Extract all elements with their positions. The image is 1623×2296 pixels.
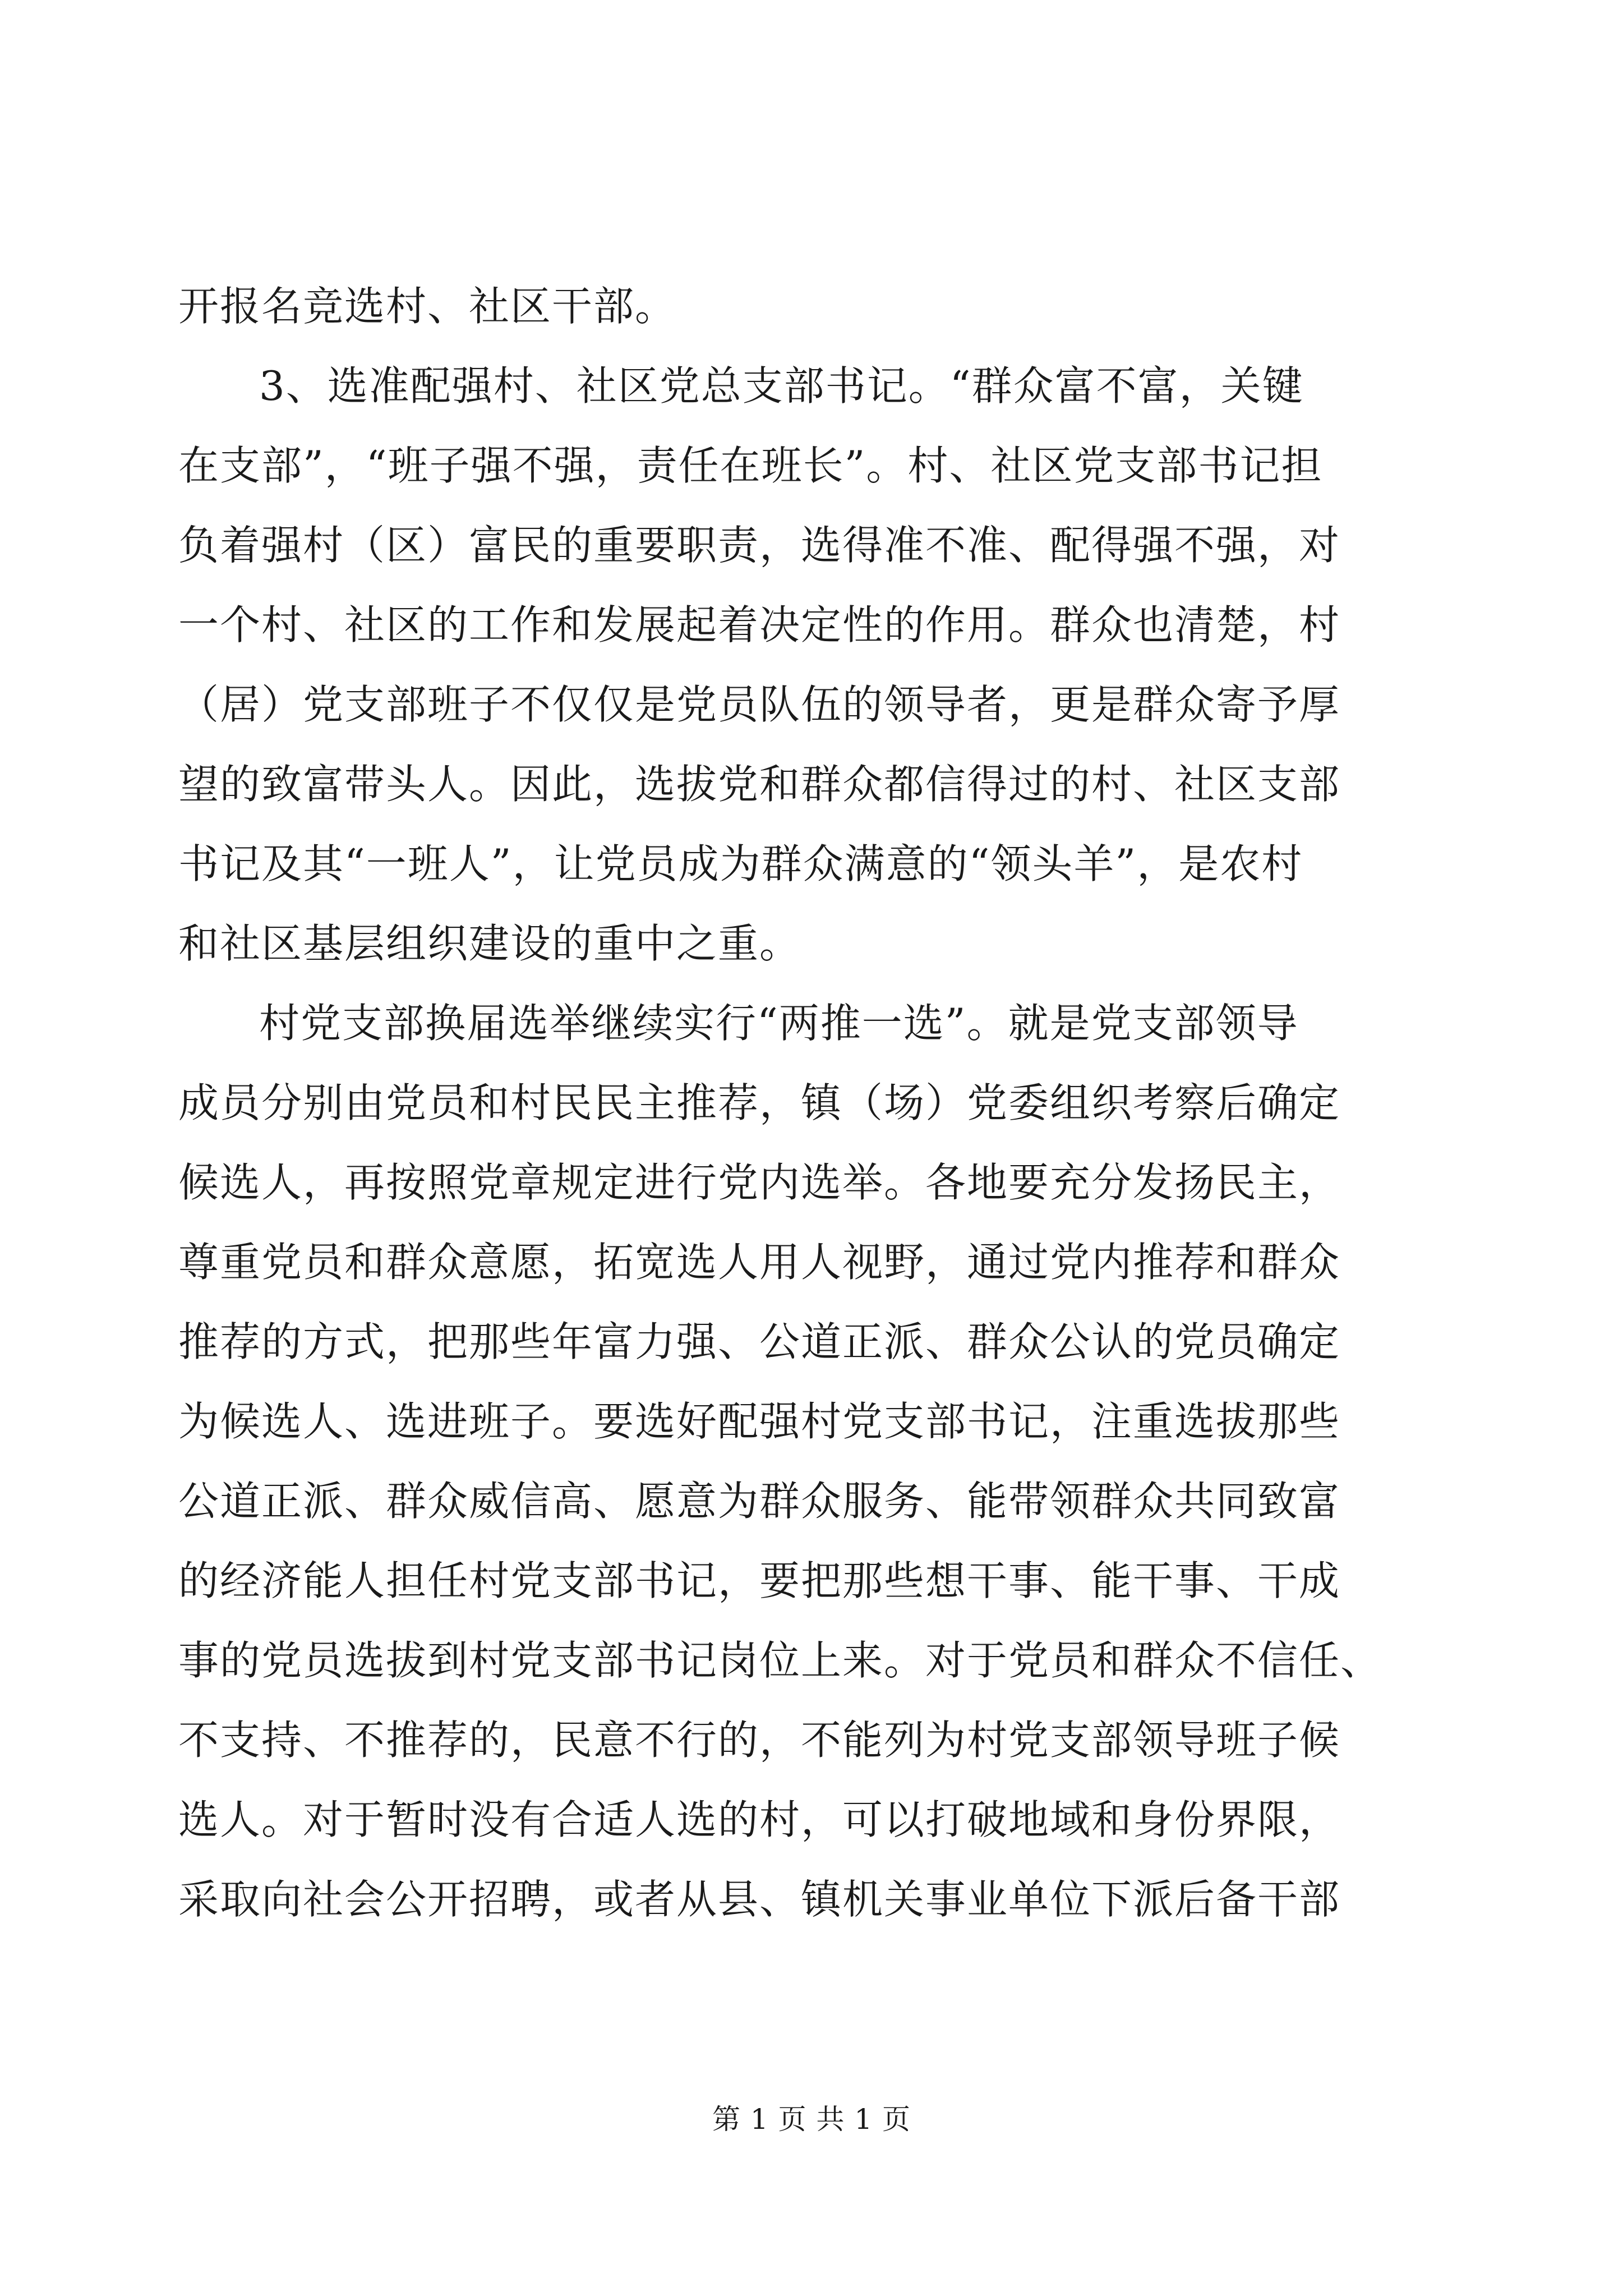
text-line: 尊重党员和群众意愿，拓宽选人用人视野，通过党内推荐和群众 [178, 1239, 1341, 1286]
text-line: 一个村、社区的工作和发展起着决定性的作用。群众也清楚，村 [178, 601, 1341, 648]
text-line: 推荐的方式，把那些年富力强、公道正派、群众公认的党员确定 [178, 1318, 1341, 1365]
text-line: 和社区基层组织建设的重中之重。 [178, 920, 801, 967]
text-line: 书记及其“一班人”，让党员成为群众满意的“领头羊”，是农村 [178, 840, 1303, 887]
text-line: 为候选人、选进班子。要选好配强村党支部书记，注重选拔那些 [178, 1398, 1341, 1445]
text-line: 公道正派、群众威信高、愿意为群众服务、能带领群众共同致富 [178, 1478, 1341, 1525]
page-footer [0, 2102, 1623, 2136]
text-line: 负着强村（区）富民的重要职责，选得准不准、配得强不强，对 [178, 522, 1341, 569]
text-line: 的经济能人担任村党支部书记，要把那些想干事、能干事、干成 [178, 1557, 1341, 1604]
text-line: 事的党员选拔到村党支部书记岗位上来。对于党员和群众不信任、 [178, 1637, 1382, 1684]
text-line: 在支部”，“班子强不强，责任在班长”。村、社区党支部书记担 [178, 442, 1323, 489]
text-line: 采取向社会公开招聘，或者从县、镇机关事业单位下派后备干部 [178, 1876, 1341, 1923]
text-line: 成员分别由党员和村民民主推荐，镇（场）党委组织考察后确定 [178, 1079, 1341, 1126]
text-line: 3、选准配强村、社区党总支部书记。“群众富不富，关键 [259, 362, 1304, 409]
text-line: 不支持、不推荐的，民意不行的，不能列为村党支部领导班子候 [178, 1717, 1341, 1764]
text-line: 开报名竞选村、社区干部。 [178, 283, 677, 330]
text-line: 望的致富带头人。因此，选拔党和群众都信得过的村、社区支部 [178, 761, 1341, 808]
text-line: 村党支部换届选举继续实行“两推一选”。就是党支部领导 [259, 1000, 1299, 1047]
document-body [178, 266, 1435, 1939]
text-line: 候选人，再按照党章规定进行党内选举。各地要充分发扬民主， [178, 1159, 1341, 1206]
page-number-label: 第 1 页 共 1 页 [712, 2103, 911, 2136]
text-line: （居）党支部班子不仅仅是党员队伍的领导者，更是群众寄予厚 [178, 681, 1341, 728]
text-line: 选人。对于暂时没有合适人选的村，可以打破地域和身份界限， [178, 1796, 1341, 1843]
